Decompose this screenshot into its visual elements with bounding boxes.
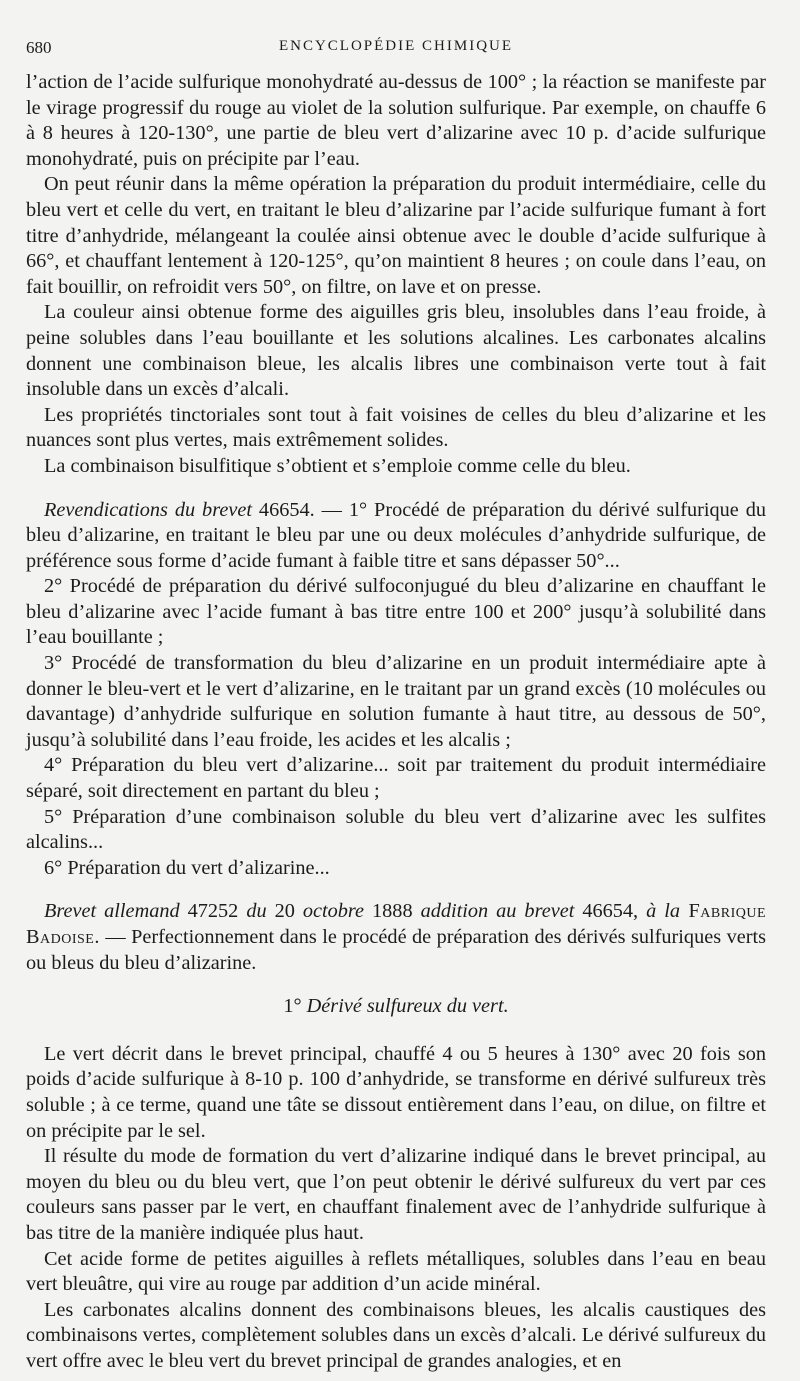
paragraph: La couleur ainsi obtenue forme des aiguilles gris bleu, insolubles dans l’eau froide, à peine solubles dans l’eau bouillante et les solutions alcalines. Les carbonates alcalins donnent une combinaison bleue, les alcalis libres une combinaison verte tout à fait insoluble dans un excès d’alcali. xyxy=(26,301,766,401)
claim-item: 4° Préparation du bleu vert d’alizarine... soit par traitement du produit intermédiaire séparé, soit directement en partant du bleu ; xyxy=(26,754,766,803)
body-text-section xyxy=(26,1042,766,1375)
claims-text: 46654. — 1° Procédé de préparation du dérivé sulfurique du bleu d’alizarine, en traitant le bleu par une ou deux molécules d’anhydride sulfurique, de préférence sous forme d’acide fumant à faible titre et sans dépasser 50°... xyxy=(26,498,766,572)
paragraph: Cet acide forme de petites aiguilles à reflets métalliques, solubles dans l’eau en beau vert bleuâtre, qui vire au rouge par addition d’un acide minéral. xyxy=(26,1247,766,1296)
patent-number: 46654, xyxy=(574,900,647,923)
claim-item: 2° Procédé de préparation du dérivé sulfoconjugué du bleu d’alizarine en chauffant le bleu d’alizarine avec l’acide fumant à bas titre entre 100 et 200° jusqu’à solubilité dans l’eau bouillante ; xyxy=(26,575,766,649)
claims-heading: Revendications du brevet xyxy=(44,498,252,521)
paragraph: Les propriétés tinctoriales sont tout à fait voisines de celles du bleu d’alizarine et les nuances sont plus vertes, mais extrêmement solides. xyxy=(26,403,766,452)
page-number: 680 xyxy=(26,38,52,57)
paragraph: Les carbonates alcalins donnent des combinaisons bleues, les alcalis caustiques des combinaisons vertes, complètement solubles dans un excès d’alcali. Le dérivé sulfureux du vert offre avec le bleu vert du brevet principal de grandes analogies, et en xyxy=(26,1298,766,1372)
paragraph: Le vert décrit dans le brevet principal, chauffé 4 ou 5 heures à 130° avec 20 fois son poids d’acide sulfurique à 8-10 p. 100 d’anhydride, se transforme en dérivé sulfureux très soluble ; à ce terme, quand une tâte se dissout entièrement dans l’eau, on dilue, on filtre et on précipite par le sel. xyxy=(26,1042,766,1142)
section-title: Dérivé sulfureux du vert. xyxy=(306,995,509,1018)
claim-item: 5° Préparation d’une combinaison soluble du bleu vert d’alizarine avec les sulfites alcalins... xyxy=(26,805,766,854)
section-heading xyxy=(26,994,766,1020)
patent-text: du xyxy=(246,900,267,923)
paragraph: On peut réunir dans la même opération la préparation du produit intermédiaire, celle du bleu vert et celle du vert, en traitant le bleu d’alizarine par l’acide sulfurique fumant à fort titre d’anhydride, mélangeant la coulée ainsi obtenue avec le double d’acide sulfurique à 66°, et chauffant lentement à 120-125°, qu’on maintient 8 heures ; on coule dans l’eau, on fait bouillir, on refroidit vers 50°, on filtre, on lave et on presse. xyxy=(26,173,766,298)
claims-paragraph xyxy=(26,498,766,575)
body-text xyxy=(26,70,766,976)
patent-day: 20 xyxy=(266,900,303,923)
patent-description: — Perfectionnement dans le procédé de préparation des dérivés sulfuriques verts ou bleus du bleu d’alizarine. xyxy=(26,926,766,974)
paragraph: La combinaison bisulfitique s’obtient et s’emploie comme celle du bleu. xyxy=(44,454,631,477)
paragraph: l’action de l’acide sulfurique monohydraté au-dessus de 100° ; la réaction se manifeste par le virage progressif du rouge au violet de la solution sulfurique. Par exemple, on chauffe 6 à 8 heures à 120-130°, une partie de bleu vert d’alizarine avec 10 p. d’acide sulfurique monohydraté, puis on précipite par l’eau. xyxy=(26,71,766,170)
patent-label: Brevet allemand xyxy=(44,900,180,923)
claim-item: 6° Préparation du vert d’alizarine... xyxy=(44,856,330,879)
patent-number: 47252 xyxy=(179,900,247,923)
paragraph: Il résulte du mode de formation du vert d’alizarine indiqué dans le brevet principal, au moyen du bleu ou du bleu vert, que l’on peut obtenir le dérivé sulfureux du vert par ces couleurs sans passer par le vert, en chauffant finalement avec de l’anhydride sulfurique à bas titre de la manière indiquée plus haut. xyxy=(26,1145,766,1244)
patent-text: à la xyxy=(646,900,681,923)
running-title: ENCYCLOPÉDIE CHIMIQUE xyxy=(278,38,514,54)
patent-text: addition au brevet xyxy=(420,900,575,923)
page-header xyxy=(26,36,766,70)
patent-reference xyxy=(26,899,766,976)
section-number: 1° xyxy=(283,995,302,1018)
patent-month: octobre xyxy=(302,900,365,923)
claim-item: 3° Procédé de transformation du bleu d’alizarine en un produit intermédiaire apte à donner le bleu-vert et le vert d’alizarine, en le traitant par un grand excès (10 molécules ou davantage) d’anhydride sulfurique en solution fumante à haut titre, au dessous de 50°, jusqu’à solubilité dans l’eau froide, les acides et les alcalis ; xyxy=(26,652,766,751)
company-name: Fabrique Badoise. xyxy=(26,900,766,948)
patent-year: 1888 xyxy=(364,900,421,923)
